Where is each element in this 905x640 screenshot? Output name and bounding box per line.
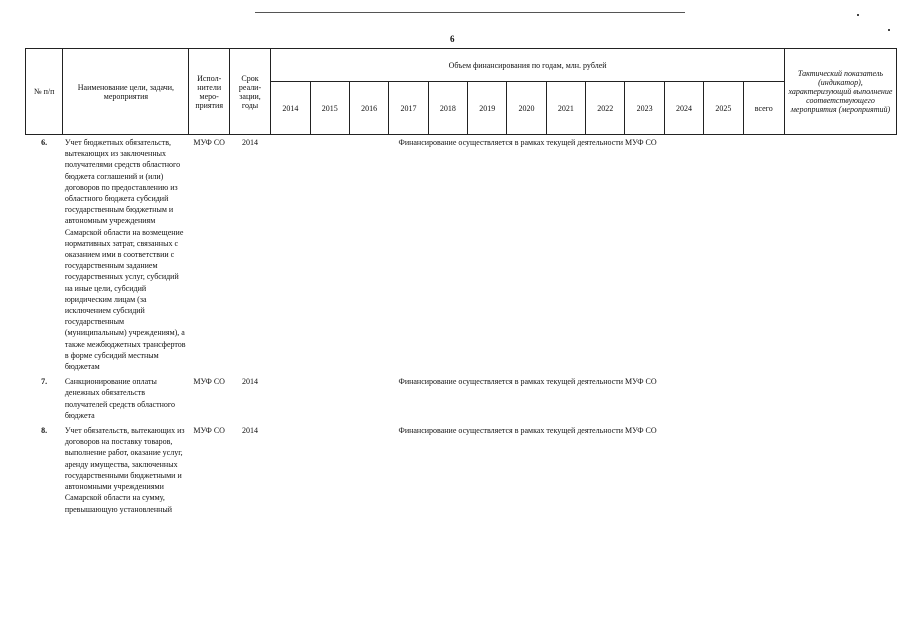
header-indicator: Тактический показатель (индикатор), характеризующий выполнение соответствующего мероприятия (мероприятий): [784, 49, 896, 135]
row-financing-note: Финансирование осуществляется в рамках текущей деятельности МУФ СО: [398, 138, 657, 147]
header-name: Наименование цели, задачи, мероприятия: [63, 49, 189, 135]
row-indicator: [784, 421, 896, 515]
row-name: Санкционирование оплаты денежных обязательств получателей средств областного бюджета: [64, 377, 175, 420]
row-num: 8.: [41, 426, 48, 436]
row-financing-note: Финансирование осуществляется в рамках текущей деятельности МУФ СО: [398, 426, 657, 436]
row-name: Учет обязательств, вытекающих из договоров на поставку товаров, выполнение работ, оказание услуг, аренду имущества, заключенных государственными бюджетными и автономными учреждениями Самарской области на сумму, превышающую установленный: [64, 426, 185, 514]
program-table: [25, 48, 897, 515]
header-year: 2022: [586, 82, 625, 135]
scan-speck: [888, 29, 890, 31]
scan-top-rule: [255, 12, 685, 13]
row-num: 7.: [41, 377, 48, 387]
header-term: Срок реали-зации, годы: [229, 49, 270, 135]
row-executor: МУФ СО: [193, 426, 225, 436]
row-indicator: [784, 135, 896, 373]
header-year: 2016: [349, 82, 388, 135]
row-indicator: [784, 372, 896, 421]
header-year-total: всего: [743, 82, 784, 135]
header-year: 2021: [546, 82, 585, 135]
header-year: 2015: [310, 82, 349, 135]
header-num: № п/п: [26, 49, 63, 135]
page-number: 6: [450, 34, 455, 44]
table-row: [26, 421, 897, 515]
table-row: [26, 372, 897, 421]
header-year: 2019: [468, 82, 507, 135]
header-year: 2023: [625, 82, 664, 135]
scan-speck: [857, 14, 859, 16]
row-financing-note: Финансирование осуществляется в рамках текущей деятельности МУФ СО: [398, 377, 657, 387]
row-executor: МУФ СО: [193, 377, 225, 387]
header-year: 2018: [428, 82, 467, 135]
row-term: 2014: [242, 377, 259, 387]
row-name: Учет бюджетных обязательств, вытекающих из заключенных получателями средств областного бюджета соглашений и (или) договоров по предоставлению из областного бюджета субсидий государственным бюджетным и автономным учреждениям Самарской области на возмещение нормативных затрат, связанных с оказанием ими в соответствии с государственным заданием государственных услуг, субсидий на иные цели, субсидий юридическим лицам (за исключением субсидий государственным (муниципальным) учреждениям), а также межбюджетных трансфертов в форме субсидий местным бюджетам: [64, 138, 186, 372]
header-year: 2025: [704, 82, 743, 135]
row-executor: МУФ СО: [193, 138, 225, 147]
row-num: 6.: [41, 138, 48, 147]
header-year: 2014: [271, 82, 310, 135]
header-executors: Испол-нители меро-приятия: [189, 49, 229, 135]
header-financing: Объем финансирования по годам, млн. рублей: [271, 49, 785, 82]
header-year: 2017: [389, 82, 428, 135]
header-year: 2024: [664, 82, 703, 135]
row-term: 2014: [242, 426, 259, 436]
header-year: 2020: [507, 82, 546, 135]
row-term: 2014: [242, 138, 259, 147]
table-row: [26, 135, 897, 373]
